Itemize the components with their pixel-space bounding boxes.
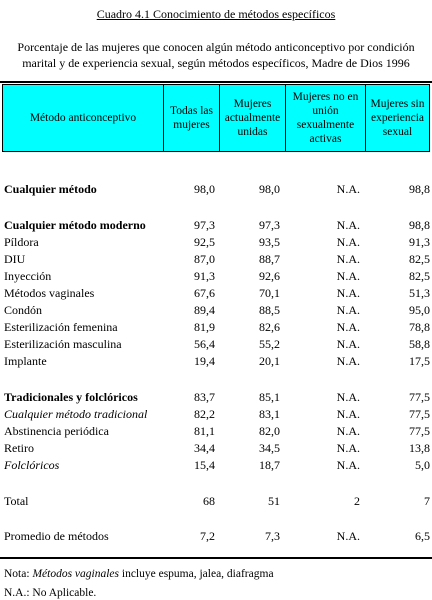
row-value: 56,4 [194, 337, 215, 351]
subtitle-line-2: marital y de experiencia sexual, según métodos específicos, Madre de Dios 1996 [22, 56, 410, 70]
row-label: Píldora [4, 235, 39, 249]
row-value: 51 [268, 494, 280, 508]
row-label: Retiro [4, 441, 34, 455]
row-value: 13,8 [409, 441, 430, 455]
row-value: 7 [424, 494, 430, 508]
table-row [0, 494, 432, 511]
row-value: N.A. [336, 286, 360, 300]
row-value: N.A. [336, 529, 360, 543]
row-label: Cualquier método moderno [4, 218, 146, 232]
row-value: 81,1 [194, 424, 215, 438]
table-row [0, 218, 432, 235]
row-label: Folclóricos [4, 458, 60, 472]
row-label: Cualquier método tradicional [4, 407, 148, 421]
row-value: 88,7 [259, 252, 280, 266]
row-value: 7,2 [200, 529, 215, 543]
table-row [0, 252, 432, 269]
row-value: 17,5 [409, 354, 430, 368]
row-value: N.A. [336, 458, 360, 472]
row-value: 2 [354, 494, 360, 508]
row-value: 85,1 [259, 390, 280, 404]
table-subtitle [10, 39, 422, 71]
table-header [2, 84, 430, 152]
row-value: 78,8 [409, 320, 430, 334]
row-value: 87,0 [194, 252, 215, 266]
row-value: 15,4 [194, 458, 215, 472]
row-value: 55,2 [259, 337, 280, 351]
note-vaginales [4, 568, 274, 580]
row-value: 93,5 [259, 235, 280, 249]
row-value: N.A. [336, 269, 360, 283]
bottom-rule [0, 557, 432, 559]
table-row [0, 320, 432, 337]
row-value: 82,0 [259, 424, 280, 438]
row-label: Esterilización femenina [4, 320, 118, 334]
header-todas: Todas las mujeres [163, 85, 219, 151]
table-row [0, 424, 432, 441]
row-value: 77,5 [409, 390, 430, 404]
row-value: 81,9 [194, 320, 215, 334]
row-value: 97,3 [194, 218, 215, 232]
row-value: 77,5 [409, 407, 430, 421]
row-value: 91,3 [409, 235, 430, 249]
row-value: 34,4 [194, 441, 215, 455]
row-value: 82,2 [194, 407, 215, 421]
row-value: 98,0 [194, 182, 215, 196]
row-value: 98,0 [259, 182, 280, 196]
row-value: 70,1 [259, 286, 280, 300]
table-row [0, 303, 432, 320]
row-value: 20,1 [259, 354, 280, 368]
row-label: Esterilización masculina [4, 337, 122, 351]
row-value: N.A. [336, 354, 360, 368]
note-na: N.A.: No Aplicable. [4, 587, 97, 599]
row-label: DIU [4, 252, 26, 266]
row-label: Total [4, 494, 29, 508]
row-label: Cualquier método [4, 182, 97, 196]
row-value: N.A. [336, 252, 360, 266]
header-metodo: Método anticonceptivo [29, 112, 137, 124]
top-rule [0, 81, 432, 83]
note-text: incluye espuma, jalea, diafragma [119, 568, 274, 580]
row-value: 82,6 [259, 320, 280, 334]
row-value: N.A. [336, 182, 360, 196]
table-row [0, 337, 432, 354]
table-row [0, 182, 432, 199]
note-term: Métodos vaginales [32, 568, 119, 580]
header-sin-experiencia: Mujeres sin experiencia sexual [365, 85, 429, 151]
row-value: N.A. [336, 218, 360, 232]
row-label: Inyección [4, 269, 52, 283]
row-value: 97,3 [259, 218, 280, 232]
row-value: 77,5 [409, 424, 430, 438]
row-value: 7,3 [265, 529, 280, 543]
row-value: 92,6 [259, 269, 280, 283]
row-label: Promedio de métodos [4, 529, 109, 543]
row-label: Tradicionales y folclóricos [4, 390, 138, 404]
table-row [0, 441, 432, 458]
row-value: N.A. [336, 441, 360, 455]
row-value: N.A. [336, 320, 360, 334]
row-value: 92,5 [194, 235, 215, 249]
table-title: Cuadro 4.1 Conocimiento de métodos específicos [96, 7, 336, 21]
table-row [0, 529, 432, 546]
row-label: Implante [4, 354, 47, 368]
row-value: 83,7 [194, 390, 215, 404]
row-value: 51,3 [409, 286, 430, 300]
row-value: 68 [203, 494, 215, 508]
table-row [0, 354, 432, 371]
row-value: N.A. [336, 303, 360, 317]
header-unidas: Mujeres actualmente unidas [219, 85, 285, 151]
note-prefix: Nota: [4, 568, 33, 580]
row-value: 5,0 [415, 458, 430, 472]
table-row [0, 269, 432, 286]
table-row [0, 458, 432, 475]
subtitle-line-1: Porcentaje de las mujeres que conocen algún método anticonceptivo por condición [17, 40, 415, 54]
row-value: N.A. [336, 390, 360, 404]
row-value: 18,7 [259, 458, 280, 472]
row-value: N.A. [336, 407, 360, 421]
row-value: 91,3 [194, 269, 215, 283]
header-no-union: Mujeres no en unión sexualmente activas [285, 85, 365, 151]
row-value: N.A. [336, 337, 360, 351]
row-value: 89,4 [194, 303, 215, 317]
row-value: 34,5 [259, 441, 280, 455]
row-label: Condón [4, 303, 43, 317]
row-label: Métodos vaginales [4, 286, 95, 300]
row-value: 82,5 [409, 252, 430, 266]
table-row [0, 286, 432, 303]
row-value: 88,5 [259, 303, 280, 317]
table-row [0, 390, 432, 407]
row-value: 98,8 [409, 218, 430, 232]
table-row [0, 235, 432, 252]
row-label: Abstinencia periódica [4, 424, 109, 438]
row-value: 6,5 [415, 529, 430, 543]
table-row [0, 407, 432, 424]
row-value: 67,6 [194, 286, 215, 300]
row-value: 83,1 [259, 407, 280, 421]
row-value: N.A. [336, 235, 360, 249]
row-value: 82,5 [409, 269, 430, 283]
row-value: N.A. [336, 424, 360, 438]
row-value: 19,4 [194, 354, 215, 368]
row-value: 95,0 [409, 303, 430, 317]
row-value: 98,8 [409, 182, 430, 196]
row-value: 58,8 [409, 337, 430, 351]
